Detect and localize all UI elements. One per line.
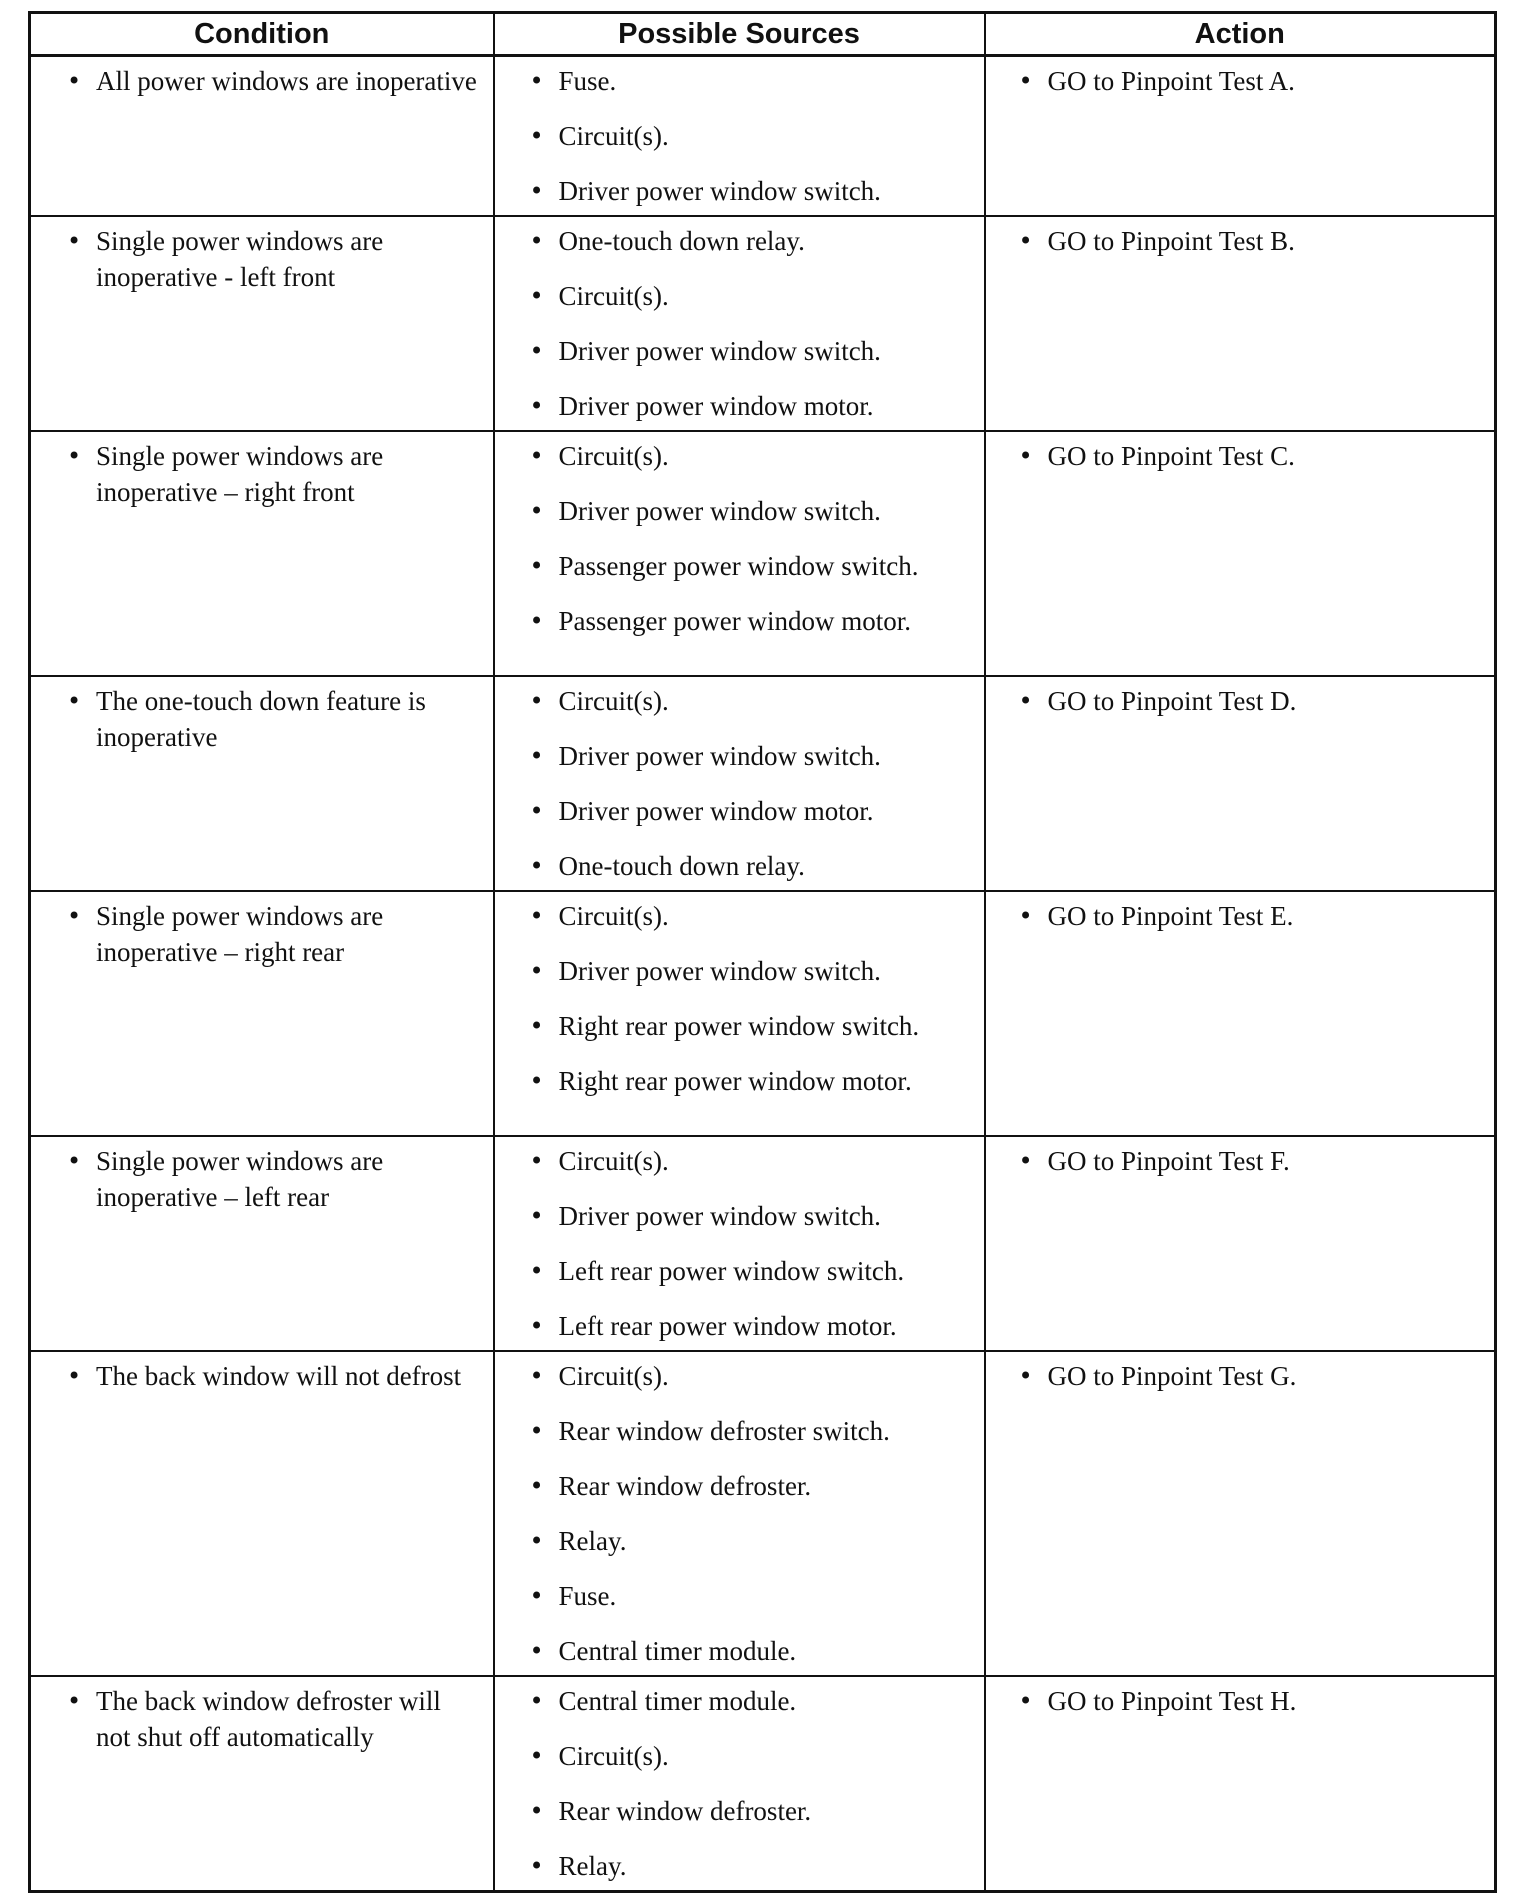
action-cell	[985, 1136, 1496, 1351]
action-text: • GO to Pinpoint Test A.	[1048, 63, 1485, 99]
action-text: • GO to Pinpoint Test F.	[1048, 1143, 1485, 1179]
source-item: • Circuit(s).	[559, 278, 974, 314]
source-item: • Rear window defroster switch.	[559, 1413, 974, 1449]
header-row	[30, 13, 1496, 56]
sources-cell	[494, 431, 985, 676]
table-row	[30, 1676, 1496, 1892]
source-item: • Circuit(s).	[559, 438, 974, 474]
condition-cell	[30, 676, 494, 891]
table-row	[30, 891, 1496, 1136]
table-row	[30, 1351, 1496, 1676]
table-row	[30, 1136, 1496, 1351]
condition-cell	[30, 1136, 494, 1351]
source-item: • Driver power window switch.	[559, 173, 974, 209]
table-row	[30, 56, 1496, 217]
source-item: • Driver power window motor.	[559, 388, 974, 424]
action-cell	[985, 891, 1496, 1136]
possible-sources-header: Possible Sources	[494, 13, 985, 56]
action-text: • GO to Pinpoint Test C.	[1048, 438, 1485, 474]
action-cell	[985, 676, 1496, 891]
table-row	[30, 431, 1496, 676]
source-item: • Driver power window switch.	[559, 738, 974, 774]
sources-cell	[494, 891, 985, 1136]
condition-cell	[30, 216, 494, 431]
condition-text: • The back window defroster will not shut off automatically	[96, 1683, 479, 1755]
source-item: • Circuit(s).	[559, 1358, 974, 1394]
sources-cell	[494, 1136, 985, 1351]
condition-cell	[30, 1676, 494, 1892]
source-item: • Circuit(s).	[559, 1143, 974, 1179]
action-text: • GO to Pinpoint Test G.	[1048, 1358, 1485, 1394]
condition-cell	[30, 1351, 494, 1676]
source-item: • One-touch down relay.	[559, 223, 974, 259]
condition-text: • Single power windows are inoperative - left front	[96, 223, 479, 295]
condition-cell	[30, 56, 494, 217]
sources-cell	[494, 1676, 985, 1892]
action-text: • GO to Pinpoint Test D.	[1048, 683, 1485, 719]
diagnosis-table	[28, 11, 1497, 1893]
source-item: • Right rear power window switch.	[559, 1008, 974, 1044]
source-item: • Driver power window switch.	[559, 1198, 974, 1234]
condition-text: • Single power windows are inoperative – right rear	[96, 898, 479, 970]
condition-text: • The one-touch down feature is inoperative	[96, 683, 479, 755]
action-cell	[985, 216, 1496, 431]
source-item: • Left rear power window switch.	[559, 1253, 974, 1289]
source-item: • Relay.	[559, 1523, 974, 1559]
table-row	[30, 216, 1496, 431]
source-item: • Left rear power window motor.	[559, 1308, 974, 1344]
source-item: • Fuse.	[559, 1578, 974, 1614]
action-cell	[985, 1676, 1496, 1892]
action-text: • GO to Pinpoint Test E.	[1048, 898, 1485, 934]
source-item: • Driver power window switch.	[559, 953, 974, 989]
condition-header: Condition	[30, 13, 494, 56]
source-item: • Circuit(s).	[559, 683, 974, 719]
action-cell	[985, 1351, 1496, 1676]
action-cell	[985, 431, 1496, 676]
condition-cell	[30, 891, 494, 1136]
source-item: • Passenger power window motor.	[559, 603, 974, 639]
source-item: • Circuit(s).	[559, 898, 974, 934]
source-item: • One-touch down relay.	[559, 848, 974, 884]
source-item: • Relay.	[559, 1848, 974, 1884]
action-cell	[985, 56, 1496, 217]
sources-cell	[494, 676, 985, 891]
action-text: • GO to Pinpoint Test B.	[1048, 223, 1485, 259]
condition-text: • Single power windows are inoperative – left rear	[96, 1143, 479, 1215]
sources-cell	[494, 56, 985, 217]
condition-cell	[30, 431, 494, 676]
source-item: • Passenger power window switch.	[559, 548, 974, 584]
source-item: • Circuit(s).	[559, 118, 974, 154]
action-text: • GO to Pinpoint Test H.	[1048, 1683, 1485, 1719]
condition-text: • The back window will not defrost	[96, 1358, 479, 1394]
source-item: • Central timer module.	[559, 1683, 974, 1719]
condition-text: • Single power windows are inoperative – right front	[96, 438, 479, 510]
source-item: • Rear window defroster.	[559, 1468, 974, 1504]
sources-cell	[494, 216, 985, 431]
source-item: • Driver power window switch.	[559, 333, 974, 369]
source-item: • Right rear power window motor.	[559, 1063, 974, 1099]
diagnosis-table-container	[28, 11, 1494, 1893]
sources-cell	[494, 1351, 985, 1676]
condition-text: • All power windows are inoperative	[96, 63, 479, 99]
source-item: • Fuse.	[559, 63, 974, 99]
source-item: • Circuit(s).	[559, 1738, 974, 1774]
source-item: • Central timer module.	[559, 1633, 974, 1669]
source-item: • Driver power window motor.	[559, 793, 974, 829]
table-row	[30, 676, 1496, 891]
action-header: Action	[985, 13, 1496, 56]
source-item: • Rear window defroster.	[559, 1793, 974, 1829]
source-item: • Driver power window switch.	[559, 493, 974, 529]
